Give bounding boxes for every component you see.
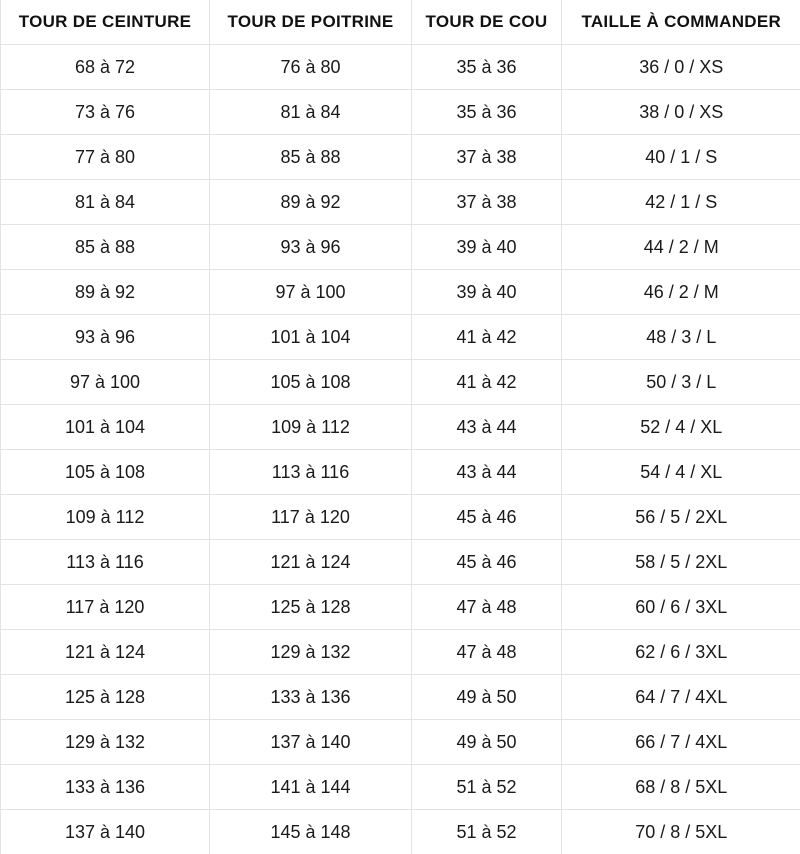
cell-size: 46 / 2 / M [562,270,800,315]
cell-neck: 45 à 46 [412,495,562,540]
cell-waist: 68 à 72 [1,45,210,90]
cell-waist: 113 à 116 [1,540,210,585]
cell-chest: 117 à 120 [210,495,412,540]
cell-waist: 133 à 136 [1,765,210,810]
cell-size: 70 / 8 / 5XL [562,810,800,854]
cell-size: 56 / 5 / 2XL [562,495,800,540]
table-row [1,495,800,540]
cell-waist: 125 à 128 [1,675,210,720]
cell-size: 36 / 0 / XS [562,45,800,90]
cell-neck: 47 à 48 [412,630,562,675]
cell-neck: 51 à 52 [412,810,562,854]
cell-waist: 89 à 92 [1,270,210,315]
header-waist: TOUR DE CEINTURE [1,0,210,45]
cell-size: 54 / 4 / XL [562,450,800,495]
header-size-to-order: TAILLE À COMMANDER [562,0,800,45]
cell-size: 60 / 6 / 3XL [562,585,800,630]
cell-chest: 137 à 140 [210,720,412,765]
cell-chest: 129 à 132 [210,630,412,675]
cell-size: 40 / 1 / S [562,135,800,180]
table-row [1,270,800,315]
cell-waist: 129 à 132 [1,720,210,765]
cell-neck: 43 à 44 [412,405,562,450]
cell-size: 38 / 0 / XS [562,90,800,135]
table-row [1,585,800,630]
table-row [1,225,800,270]
cell-neck: 43 à 44 [412,450,562,495]
table-row [1,90,800,135]
cell-size: 64 / 7 / 4XL [562,675,800,720]
cell-chest: 97 à 100 [210,270,412,315]
table-header [1,0,800,45]
table-row [1,540,800,585]
cell-waist: 77 à 80 [1,135,210,180]
cell-neck: 47 à 48 [412,585,562,630]
header-chest: TOUR DE POITRINE [210,0,412,45]
cell-size: 66 / 7 / 4XL [562,720,800,765]
table-row [1,630,800,675]
cell-waist: 101 à 104 [1,405,210,450]
table-row [1,315,800,360]
cell-size: 62 / 6 / 3XL [562,630,800,675]
cell-chest: 93 à 96 [210,225,412,270]
cell-waist: 85 à 88 [1,225,210,270]
cell-size: 48 / 3 / L [562,315,800,360]
cell-chest: 76 à 80 [210,45,412,90]
header-neck: TOUR DE COU [412,0,562,45]
cell-waist: 137 à 140 [1,810,210,854]
cell-chest: 89 à 92 [210,180,412,225]
cell-neck: 45 à 46 [412,540,562,585]
cell-neck: 49 à 50 [412,675,562,720]
table-row [1,450,800,495]
cell-waist: 97 à 100 [1,360,210,405]
cell-chest: 113 à 116 [210,450,412,495]
cell-neck: 51 à 52 [412,765,562,810]
cell-size: 42 / 1 / S [562,180,800,225]
cell-neck: 37 à 38 [412,135,562,180]
table-row [1,360,800,405]
cell-chest: 145 à 148 [210,810,412,854]
header-row [1,0,800,45]
table-row [1,720,800,765]
cell-waist: 121 à 124 [1,630,210,675]
cell-chest: 125 à 128 [210,585,412,630]
cell-chest: 109 à 112 [210,405,412,450]
cell-waist: 81 à 84 [1,180,210,225]
cell-neck: 49 à 50 [412,720,562,765]
cell-neck: 39 à 40 [412,225,562,270]
cell-neck: 39 à 40 [412,270,562,315]
cell-neck: 35 à 36 [412,45,562,90]
cell-chest: 105 à 108 [210,360,412,405]
cell-waist: 93 à 96 [1,315,210,360]
cell-waist: 117 à 120 [1,585,210,630]
cell-size: 52 / 4 / XL [562,405,800,450]
cell-size: 44 / 2 / M [562,225,800,270]
table-body [1,45,800,854]
cell-neck: 41 à 42 [412,360,562,405]
cell-chest: 141 à 144 [210,765,412,810]
table-row [1,675,800,720]
cell-neck: 37 à 38 [412,180,562,225]
cell-size: 68 / 8 / 5XL [562,765,800,810]
cell-size: 58 / 5 / 2XL [562,540,800,585]
cell-chest: 133 à 136 [210,675,412,720]
cell-waist: 109 à 112 [1,495,210,540]
table-row [1,135,800,180]
table-row [1,810,800,854]
cell-chest: 101 à 104 [210,315,412,360]
cell-chest: 121 à 124 [210,540,412,585]
table-row [1,405,800,450]
cell-neck: 35 à 36 [412,90,562,135]
table-row [1,45,800,90]
cell-waist: 105 à 108 [1,450,210,495]
cell-size: 50 / 3 / L [562,360,800,405]
table-row [1,765,800,810]
cell-chest: 81 à 84 [210,90,412,135]
cell-chest: 85 à 88 [210,135,412,180]
cell-waist: 73 à 76 [1,90,210,135]
table-row [1,180,800,225]
cell-neck: 41 à 42 [412,315,562,360]
